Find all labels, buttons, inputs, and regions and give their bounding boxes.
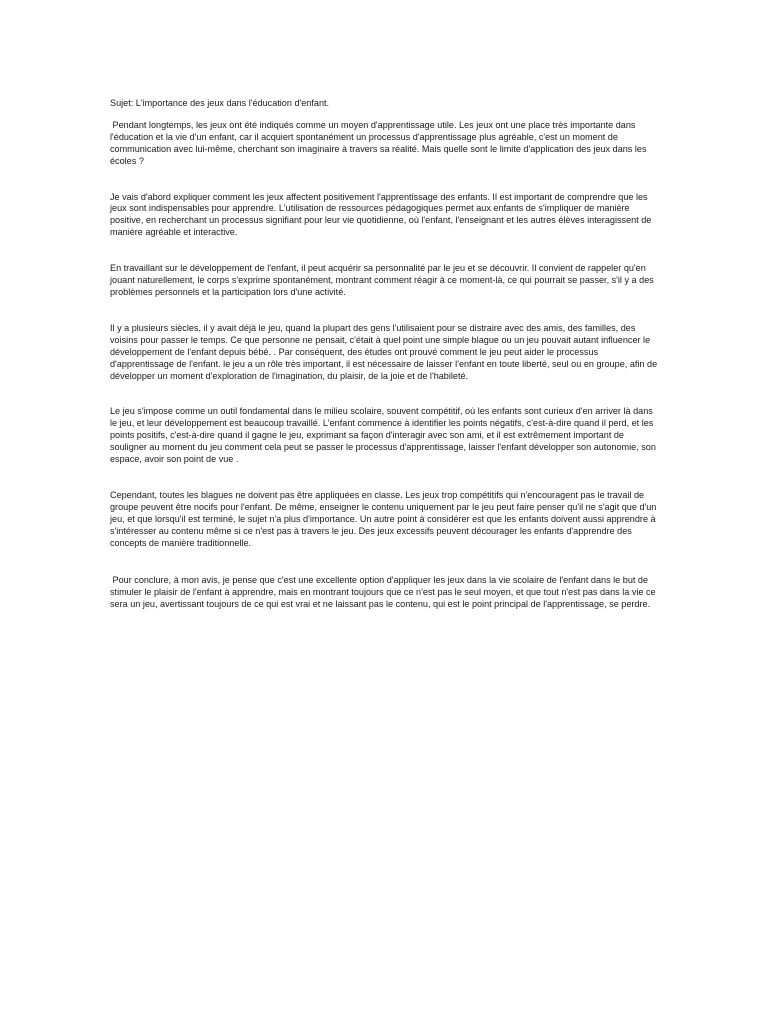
paragraph-limits: Cependant, toutes les blagues ne doivent pas être appliquées en classe. Les jeux trop compétitifs qui n'encouragent pas le travail de groupe peuvent être nocifs pour l'enfant. De même, enseigner le contenu uniquement par le jeu peut faire penser qu'il ne s'agit que d'un jeu, et que lorsqu'il est terminé, le sujet n'a plus d'importance. Un autre point à considérer est que les enfants doivent aussi apprendre à s'intéresser au contenu même si ce n'est pas à travers le jeu. Des jeux excessifs peuvent décourager les enfants d'apprendre des concepts de manière traditionnelle. [110,489,659,548]
document-body [110,98,660,611]
paragraph-history: Il y a plusieurs siècles, il y avait déjà le jeu, quand la plupart des gens l'utilisaient pour se distraire avec des amis, des familles, des voisins pour passer le temps. Ce que personne ne pensait, c'était à quel point une simple blague ou un jeu pouvait autant influencer le développement de l'enfant depuis bébé. . Par conséquent, des études ont prouvé comment le jeu peut aider le processus d'apprentissage de l'enfant. le jeu a un rôle très important, il est nécessaire de laisser l'enfant en toute liberté, seul ou en groupe, afin de développer un moment d'exploration de l'imagination, du plaisir, de la joie et de l'habileté. [110,322,660,381]
paragraph-positive-effects: Je vais d'abord expliquer comment les jeux affectent positivement l'apprentissage des enfants. Il est important de comprendre que les jeux sont indispensables pour apprendre. L'utilisation de ressources pédagogiques permet aux enfants de s'impliquer de manière positive, en recherchant un processus signifiant pour leur vie quotidienne, où l'enfant, l'enseignant et les autres élèves interagissent de manière agréable et interactive. [110,191,654,238]
paragraph-child-development: En travaillant sur le développement de l'enfant, il peut acquérir sa personnalité par le jeu et se découvrir. Il convient de rappeler qu'en jouant naturellement, le corps s'exprime spontanément, montrant comment réagir à ce moment-là, ce qui pourrait se passer, s'il y a des problèmes personnels et la participation lors d'une activité. [110,263,657,297]
paragraph-school-tool: Le jeu s'impose comme un outil fondamental dans le milieu scolaire, souvent compétitif, où les enfants sont curieux d'en arriver là dans le jeu, et leur développement est beaucoup travaillé. L'enfant commence à identifier les points négatifs, c'est-à-dire quand il perd, et les points positifs, c'est-à-dire quand il gagne le jeu, exprimant sa façon d'interagir avec son ami, et il est extrêmement important de souligner au moment du jeu comment cela peut se passer le processus d'apprentissage, laisser l'enfant développer son autonomie, son espace, avoir son point de vue . [110,406,659,465]
paragraph-conclusion: Pour conclure, à mon avis, je pense que c'est une excellente option d'appliquer les jeux dans la vie scolaire de l'enfant dans le but de stimuler le plaisir de l'enfant à apprendre, mais en montrant toujours que ce n'est pas le seul moyen, et que tout n'est pas dans la vie ce sera un jeu, avertissant toujours de ce qui est vrai et ne laissant pas le contenu, qui est le point principal de l'apprentissage, se perdre. [110,575,659,610]
paragraph-introduction: Pendant longtemps, les jeux ont été indiqués comme un moyen d'apprentissage utile. Les jeux ont une place très importante dans l'éducation et la vie d'un enfant, car il acquiert spontanément un processus d'apprentissage plus agréable, c'est un moment de communication avec lui-même, cherchant son imaginaire à travers sa réalité. Mais quelle sont le limite d'application des jeux dans les écoles ? [110,119,650,166]
document-subject: Sujet: L'importance des jeux dans l'éducation d'enfant. [110,98,330,108]
